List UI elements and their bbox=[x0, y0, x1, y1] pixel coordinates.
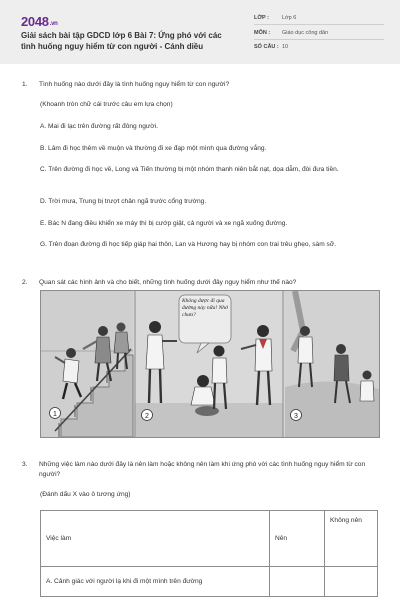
question-text: Những việc làm nào dưới đây là nên làm hoặc không nên làm khi ứng phó với các tình huống nguy hiểm từ con người? bbox=[39, 461, 366, 478]
header-should: Nên bbox=[270, 511, 325, 567]
row-should-cell[interactable] bbox=[270, 567, 325, 597]
question-number: 3. bbox=[22, 461, 28, 468]
option-d: D. Trời mưa, Trung bị trượt chân ngã trước cổng trường. bbox=[40, 198, 207, 205]
panel-number: 1 bbox=[53, 411, 57, 418]
header-should-not: Không nên bbox=[325, 511, 378, 567]
logo-text: 2048 bbox=[21, 14, 49, 29]
question-number: 2. bbox=[22, 279, 28, 286]
question-number: 1. bbox=[22, 81, 28, 88]
meta-grade-value: Lớp 6 bbox=[282, 15, 297, 21]
site-logo[interactable] bbox=[21, 14, 58, 29]
row-should-not-cell[interactable] bbox=[325, 567, 378, 597]
meta-subject-value: Giáo dục công dân bbox=[282, 30, 329, 36]
illustration-svg bbox=[41, 291, 379, 437]
meta-grade-label: LỚP : bbox=[254, 15, 269, 21]
panel-number: 2 bbox=[145, 413, 149, 420]
speech-bubble-text: Không được đi qua đường này nữa! Nhớ chưa? bbox=[182, 298, 228, 318]
row-activity: A. Cảnh giác với người lạ khi đi một mình trên đường bbox=[41, 567, 270, 597]
panel-3 bbox=[285, 291, 379, 437]
option-a: A. Mai đi lạc trên đường rất đông người. bbox=[40, 123, 158, 130]
panel-number: 3 bbox=[294, 413, 298, 420]
panel-1 bbox=[41, 291, 133, 437]
situation-illustration bbox=[40, 290, 380, 438]
meta-divider bbox=[254, 24, 384, 25]
header-activity: Việc làm bbox=[41, 511, 270, 567]
table-row bbox=[41, 567, 378, 597]
panel-2 bbox=[135, 291, 283, 437]
meta-subject-label: MÔN : bbox=[254, 30, 271, 36]
answer-table bbox=[40, 510, 378, 597]
question-text: Quan sát các hình ảnh và cho biết, những tình huống dưới đây nguy hiểm như thế nào? bbox=[39, 279, 297, 286]
question-hint: (Đánh dấu X vào ô tương ứng) bbox=[40, 491, 131, 498]
meta-count-value: 10 bbox=[282, 44, 289, 50]
question-hint: (Khoanh tròn chữ cái trước câu em lựa chọn) bbox=[40, 101, 173, 108]
option-g: G. Trên đoạn đường đi học tiếp giáp hai thôn, Lan và Hương hay bị nhóm con trai trêu ghẹo, sàm sỡ. bbox=[40, 241, 336, 248]
page-header bbox=[0, 0, 400, 64]
option-c: C. Trên đường đi học về, Long và Tiến thường bị một nhóm thanh niên bắt nạt, dọa dẫm, đòi đưa tiền. bbox=[40, 166, 339, 173]
option-b: B. Lâm đi học thêm về muộn và thường đi xe đạp một mình qua đường vắng. bbox=[40, 145, 267, 152]
question-text: Tình huống nào dưới đây là tình huống nguy hiểm từ con người? bbox=[39, 81, 230, 88]
table-header-row bbox=[41, 511, 378, 567]
logo-suffix: .vn bbox=[49, 21, 58, 27]
meta-count-label: SỐ CÂU : bbox=[254, 44, 279, 50]
meta-divider bbox=[254, 39, 384, 40]
document-title: Giải sách bài tập GDCD lớp 6 Bài 7: Ứng phó với các tình huống nguy hiểm từ con người - Cánh diều bbox=[21, 31, 222, 51]
option-e: E. Bác N đang điều khiển xe máy thì bị cướp giật, cả người và xe ngã xuống đường. bbox=[40, 220, 288, 227]
